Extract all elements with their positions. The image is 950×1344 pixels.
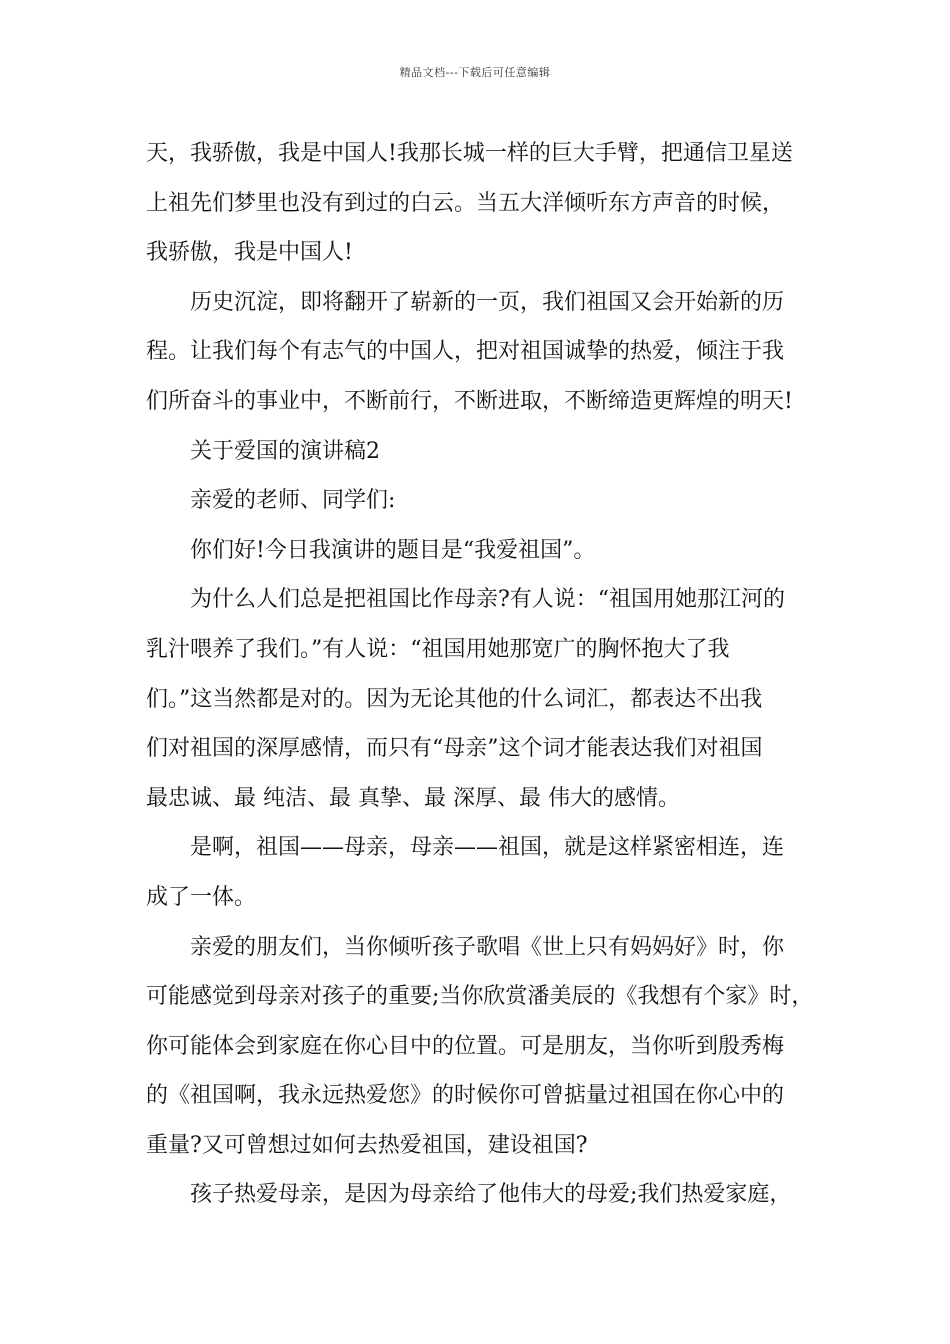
text-line: 最忠诚、最 纯洁、最 真挚、最 深厚、最 伟大的感情。: [146, 785, 680, 811]
text-line: 孩子热爱母亲，是因为母亲给了他伟大的母爱;我们热爱家庭，: [190, 1182, 792, 1208]
page-header: 精品文档---下载后可任意编辑: [399, 66, 551, 79]
text-line: 重量?又可曾想过如何去热爱祖国，建设祖国?: [146, 1132, 588, 1158]
text-line: 可能感觉到母亲对孩子的重要;当你欣赏潘美辰的《我想有个家》时，: [146, 984, 814, 1010]
text-line: 程。让我们每个有志气的中国人，把对祖国诚挚的热爱，倾注于我: [146, 339, 785, 365]
text-line: 乳汁喂养了我们。”有人说：“祖国用她那宽广的胸怀抱大了我: [146, 636, 730, 662]
text-line: 成了一体。: [146, 884, 257, 910]
text-line: 们。”这当然都是对的。因为无论其他的什么词汇，都表达不出我: [146, 686, 763, 712]
document-body: [146, 129, 814, 1220]
text-line: 你可能体会到家庭在你心目中的位置。可是朋友，当你听到殷秀梅: [146, 1033, 785, 1059]
text-line: 的《祖国啊，我永远热爱您》的时候你可曾掂量过祖国在你心中的: [146, 1083, 785, 1109]
section-title: 关于爱国的演讲稿2: [190, 438, 380, 464]
text-line: 是啊，祖国——母亲，母亲——祖国，就是这样紧密相连，连: [190, 835, 785, 861]
salutation: 亲爱的老师、同学们:: [190, 488, 396, 514]
text-line: 们对祖国的深厚感情，而只有“母亲”这个词才能表达我们对祖国: [146, 736, 763, 762]
text-line: 为什么人们总是把祖国比作母亲?有人说：“祖国用她那江河的: [190, 587, 786, 613]
text-line: 亲爱的朋友们，当你倾听孩子歌唱《世上只有妈妈好》时，你: [190, 934, 785, 960]
text-line: 们所奋斗的事业中，不断前行，不断进取，不断缔造更辉煌的明天!: [146, 388, 793, 414]
text-line: 我骄傲，我是中国人!: [146, 240, 353, 266]
text-line: 你们好!今日我演讲的题目是“我爱祖国”。: [190, 537, 596, 563]
text-line: 历史沉淀，即将翻开了崭新的一页，我们祖国又会开始新的历: [190, 289, 785, 315]
text-line: 上祖先们梦里也没有到过的白云。当五大洋倾听东方声音的时候，: [146, 190, 785, 216]
text-line: 天，我骄傲，我是中国人!我那长城一样的巨大手臂，把通信卫星送: [146, 141, 793, 166]
